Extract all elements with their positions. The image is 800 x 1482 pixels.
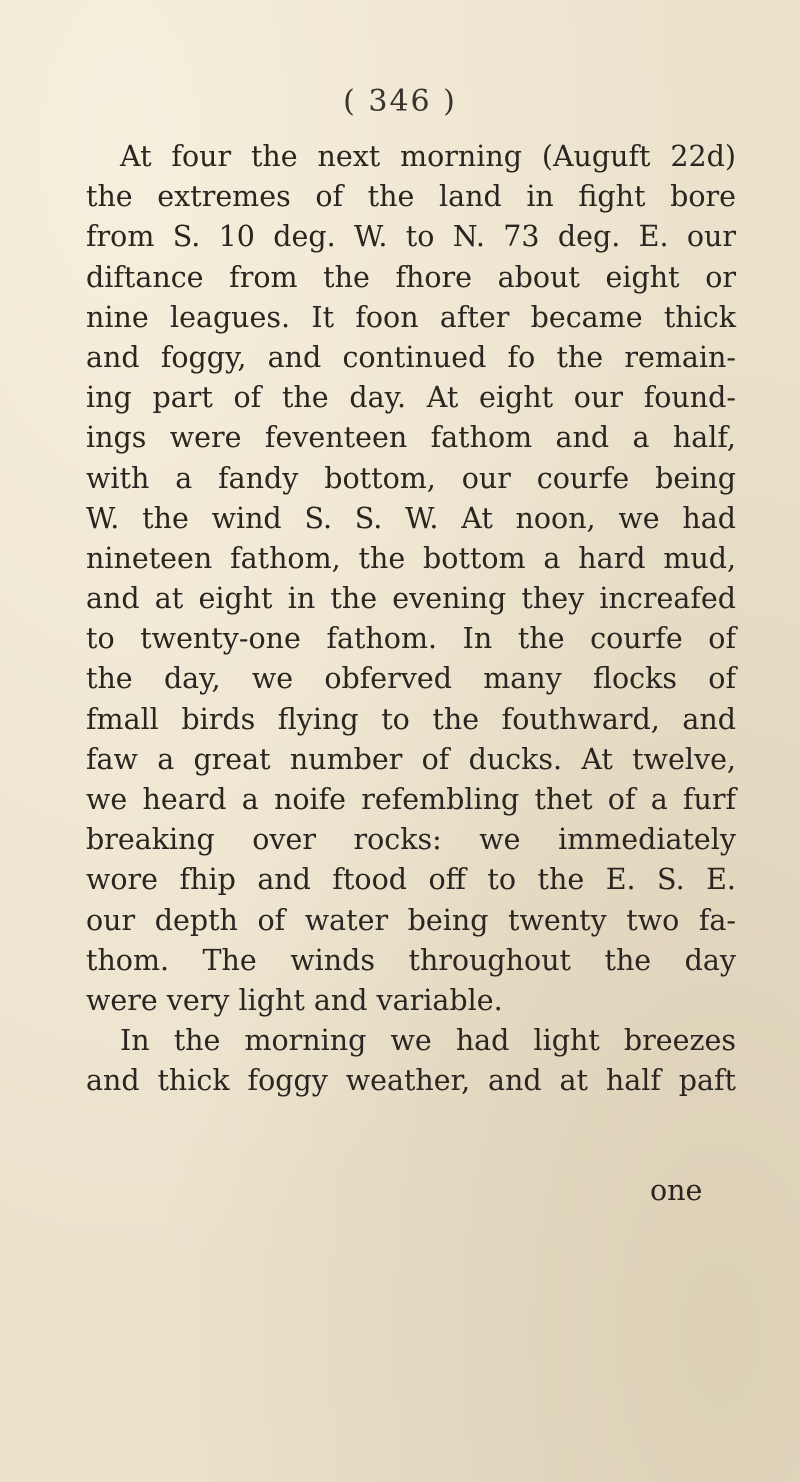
text-line: to twenty-one fathom. In the courfe of xyxy=(86,622,736,656)
text-line: the extremes of the land in fight bore xyxy=(86,180,736,214)
text-line: and at eight in the evening they increafed xyxy=(86,582,736,616)
text-line: ing part of the day. At eight our found- xyxy=(86,381,736,415)
text-line: At four the next morning (Auguft 22d) xyxy=(120,140,736,173)
text-line: breaking over rocks: we immediately xyxy=(86,823,736,857)
text-line: faw a great number of ducks. At twelve, xyxy=(86,742,736,776)
text-line: we heard a noife refembling thet of a furf xyxy=(86,783,736,816)
text-line: nineteen fathom, the bottom a hard mud, xyxy=(86,541,736,575)
page-number: ( 346 ) xyxy=(343,84,457,119)
catchword: one xyxy=(650,1174,703,1207)
text-line: and thick foggy weather, and at half paft xyxy=(86,1064,736,1098)
text-line: our depth of water being twenty two fa- xyxy=(86,903,736,937)
text-line: diftance from the fhore about eight or xyxy=(86,260,736,294)
text-line: the day, we obferved many flocks of xyxy=(86,662,736,696)
text-line: from S. 10 deg. W. to N. 73 deg. E. our xyxy=(86,220,736,254)
text-line: with a fandy bottom, our courfe being xyxy=(86,461,736,495)
text-line: In the morning we had light breezes xyxy=(120,1024,736,1058)
text-line: thom. The winds throughout the day xyxy=(86,943,736,977)
text-line: ings were feventeen fathom and a half, xyxy=(86,421,736,455)
text-line: W. the wind S. S. W. At noon, we had xyxy=(86,501,736,535)
text-line: nine leagues. It foon after became thick xyxy=(86,300,736,334)
text-line: and foggy, and continued fo the remain- xyxy=(86,340,736,374)
body-text xyxy=(86,137,736,1102)
text-line: were very light and variable. xyxy=(86,983,503,1017)
text-line: fmall birds flying to the fouthward, and xyxy=(86,702,736,736)
text-line: wore fhip and ftood off to the E. S. E. xyxy=(86,863,736,897)
